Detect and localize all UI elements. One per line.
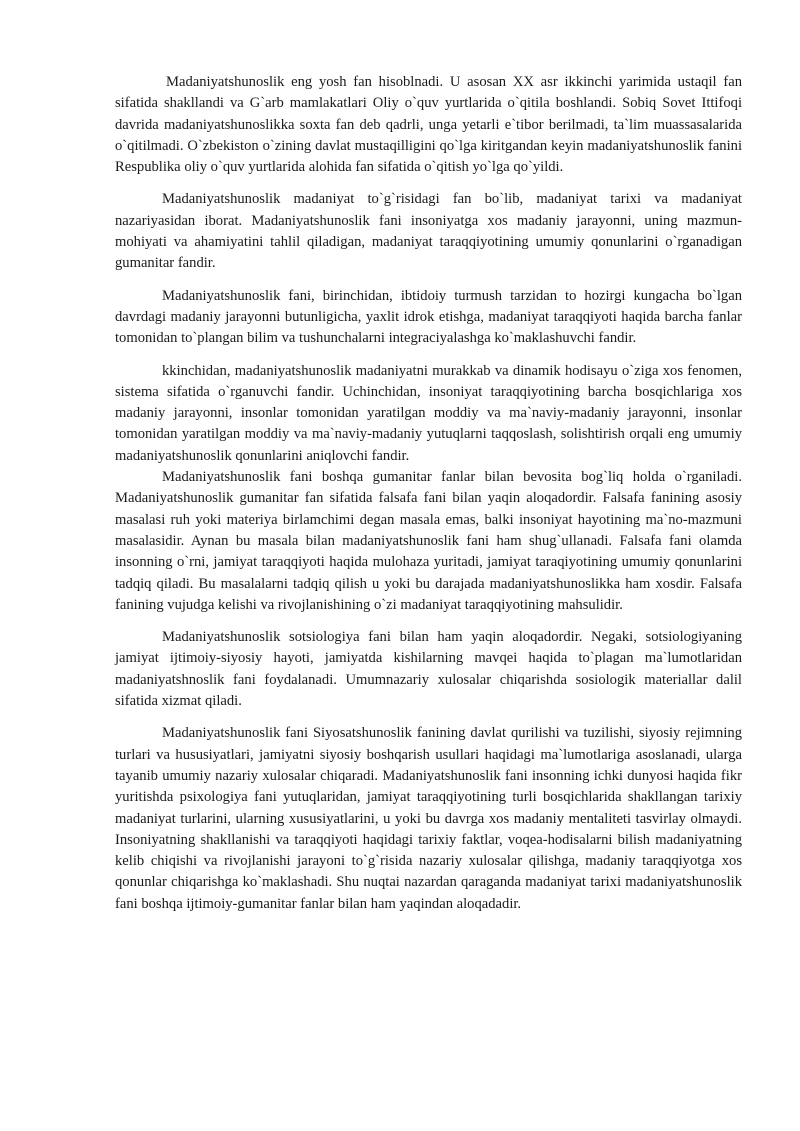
paragraph-political-science: Madaniyatshunoslik fani Siyosatshunoslik fanining davlat qurilishi va tuzilishi, siyosiy rejimning turlari va hususiyatlari, jamiyatni siyosiy boshqarish usullari haqidagi ma`lumotlariga asoslanadi, ularga tayanib umumiy nazariy xulosalar chiqaradi. Madaniyatshunoslik fani insonning ichki dunyosi haqida fikr yuritishda psixologiya fani yutuqlaridan, jamiyat taraqqiyotining turli bosqichlarida shakllangan tarixiy madaniyat turlarini, ularning xususiyatlarini, u yoki bu davrga xos madaniy mentaliteti tasvirlay olmaydi. Insoniyatning shakllanishi va taraqqiyoti haqidagi tarixiy faktlar, voqea-hodisalarni bilish madaniyatning kelib chiqishi va rivojlanishi jarayoni to`g`risida nazariy xulosalar qilishga, madaniy taraqqiyotga xos qonunlar chiqarishga ko`maklashadi. Shu nuqtai nazardan qaraganda madaniyat tarixi madaniyatshunoslik fani boshqa ijtimoiy-gumanitar fanlar bilan ham yaqindan aloqadadir. xyxy=(115,725,742,912)
paragraph-first-point: Madaniyatshunoslik fani, birinchidan, ibtidoiy turmush tarzidan to hozirgi kungacha bo`lgan davrdagi madaniy jarayonni butunligicha, yaxlit idrok etishga, madaniyat taraqqiyoti haqida barcha fanlar tomonidan to`plangan bilim va tushunchalarni integraciyalashga ko`maklashuvchi fandir. xyxy=(115,287,742,347)
document-page xyxy=(115,72,742,915)
paragraph-second-third-points: kkinchidan, madaniyatshunoslik madaniyatni murakkab va dinamik hodisayu o`ziga xos fenomen, sistema sifatida o`rganuvchi fandir. Uchinchidan, insoniyat taraqqiyotining barcha bosqichlariga xos madaniy jarayonni, insonlar tomonidan yaratilgan moddiy va ma`naviy-madaniy jarayonni, insonlar tomonidan yaratilgan moddiy va ma`naviy-madaniy yutuqlarni taqqoslash, solishtirish orqali eng umumiy madaniyatshunoslik qonunlarini aniqlovchi fandir. xyxy=(115,362,742,464)
paragraph-sociology: Madaniyatshunoslik sotsiologiya fani bilan ham yaqin aloqadordir. Negaki, sotsiologiyaning jamiyat ijtimoiy-siyosiy hayoti, jamiyatda kishilarning mavqei haqida to`plagan ma`lumotlaridan madaniyatshnoslik fani foydalanadi. Umumnazariy xulosalar chiqarishda sosiologik materiallar dalil sifatida xizmat qiladi. xyxy=(115,629,742,710)
paragraph-philosophy: Madaniyatshunoslik fani boshqa gumanitar fanlar bilan bevosita bog`liq holda o`rganiladi. Madaniyatshunoslik gumanitar fan sifatida falsafa fani bilan yaqin aloqadordir. Falsafa fanining asosiy masalasi ruh yoki materiya birlamchimi degan masala emas, balki insoniyat hayotining ma`no-mazmuni masalasidir. Aynan bu masala bilan madaniyatshunoslik fani ham shug`ullanadi. Falsafa fani olamda insonning o`rni, jamiyat taraqqiyoti haqida mulohaza yuritadi, jamiyat taraqiyotining umumiy qonunlarini tadqiq qiladi. Bu masalalarni tadqiq qilish u yoki bu darajada madaniyatshunoslikka ham xosdir. Falsafa fanining vujudga kelishi va rivojlanishining o`zi madaniyat taraqqiyotining mahsulidir. xyxy=(115,469,742,613)
paragraph-definition: Madaniyatshunoslik madaniyat to`g`risidagi fan bo`lib, madaniyat tarixi va madaniyat nazariyasidan iborat. Madaniyatshunoslik fani insoniyatga xos madaniy jarayonni, uning mazmun-mohiyati va ahamiyatini tahlil qiladigan, madaniyat taraqqiyotining umumiy qonunlarini o`rganadigan gumanitar fandir. xyxy=(115,191,742,272)
paragraph-intro: Madaniyatshunoslik eng yosh fan hisoblnadi. U asosan XX asr ikkinchi yarimida ustaqil fan sifatida shakllandi va G`arb mamlakatlari Oliy o`quv yurtlarida o`qitila boshlandi. Sobiq Sovet Ittifoqi davrida madaniyatshunoslikka soxta fan deb qadrli, unga yetarli e`tibor berilmadi, ta`lim muassasalarida o`qitilmadi. O`zbekiston o`zining davlat mustaqilligini qo`lga kiritgandan keyin madaniyatshunoslik fanini Respublika oliy o`quv yurtlarida alohida fan sifatida o`qitish yo`lga qo`yildi. xyxy=(115,74,742,176)
